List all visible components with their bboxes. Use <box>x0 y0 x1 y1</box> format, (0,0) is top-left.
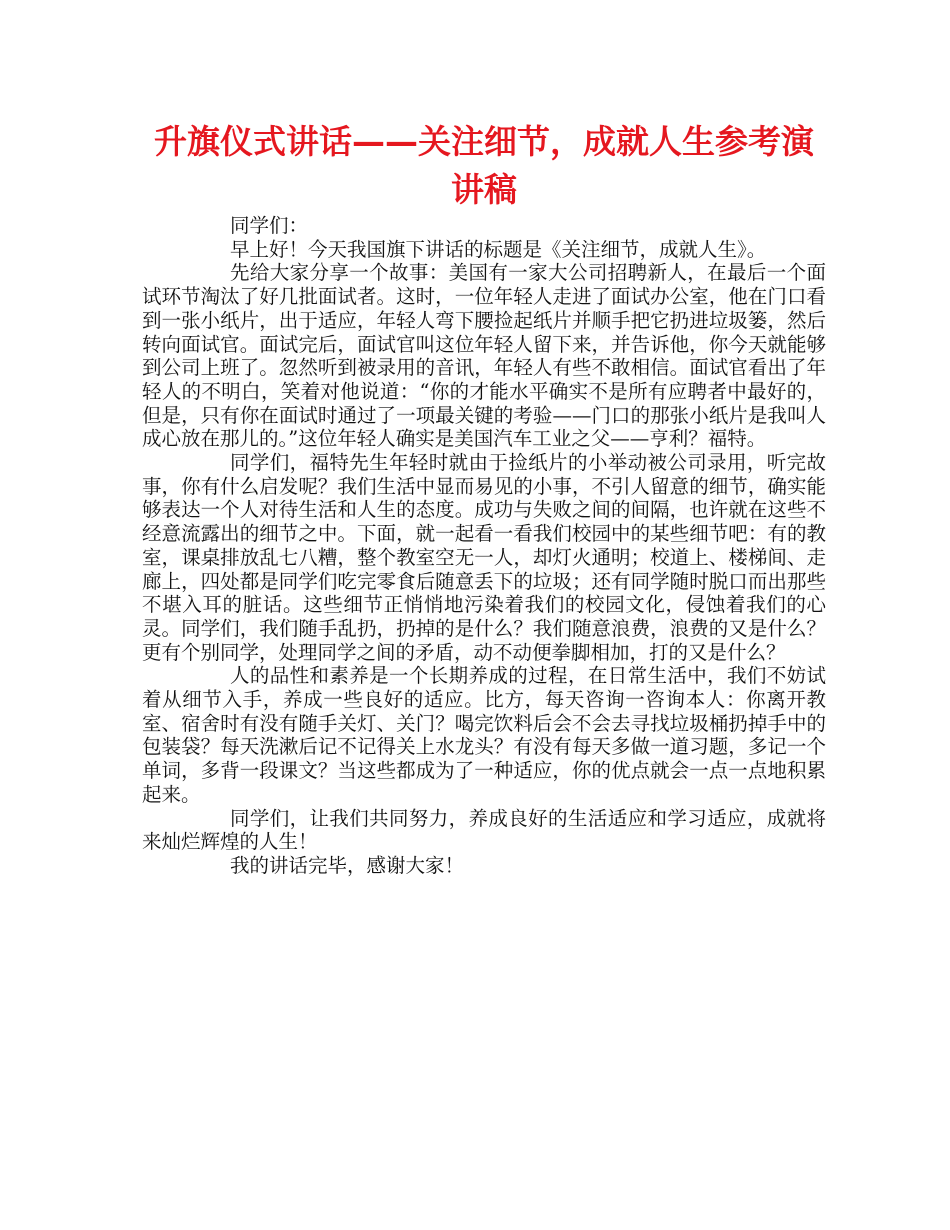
paragraph-closing: 我的讲话完毕，感谢大家！ <box>230 853 465 877</box>
paragraph-intro: 早上好！今天我国旗下讲话的标题是《关注细节，成就人生》。 <box>230 237 767 261</box>
document-body <box>142 214 826 878</box>
document-page <box>142 118 826 878</box>
paragraph-habits: 人的品性和素养是一个长期养成的过程，在日常生活中，我们不妨试着从细节入手，养成一些良好的适应。比方，每天咨询一咨询本人：你离开教室、宿舍时有没有随手关灯、关门？喝完饮料后会不会去寻找垃圾桶扔掉手中的包装袋？每天洗漱后记不记得关上水龙头？有没有每天多做一道习题，多记一个单词，多背一段课文？当这些都成为了一种适应，你的优点就会一点一点地积累起来。 <box>142 664 826 806</box>
paragraph-call-to-action: 同学们，让我们共同努力，养成良好的生活适应和学习适应，成就将来灿烂辉煌的人生！ <box>142 806 826 854</box>
paragraph-greeting: 同学们： <box>230 214 309 237</box>
paragraph-story: 先给大家分享一个故事：美国有一家大公司招聘新人，在最后一个面试环节淘汰了好几批面试者。这时，一位年轻人走进了面试办公室，他在门口看到一张小纸片，出于适应，年轻人弯下腰捡起纸片并顺手把它扔进垃圾篓，然后转向面试官。面试完后，面试官叫这位年轻人留下来，并告诉他，你今天就能够到公司上班了。忽然听到被录用的音讯，年轻人有些不敢相信。面试官看出了年轻人的不明白，笑着对他说道：“你的才能水平确实不是所有应聘者中最好的，但是，只有你在面试时通过了一项最关键的考验——门口的那张小纸片是我叫人成心放在那儿的。”这位年轻人确实是美国汽车工业之父——亨利？福特。 <box>142 261 826 451</box>
document-title: 升旗仪式讲话——关注细节，成就人生参考演讲稿 <box>154 122 814 209</box>
paragraph-reflection: 同学们，福特先生年轻时就由于捡纸片的小举动被公司录用，听完故事，你有什么启发呢？我们生活中显而易见的小事，不引人留意的细节，确实能够表达一个人对待生活和人生的态度。成功与失败之间的间隔，也许就在这些不经意流露出的细节之中。下面，就一起看一看我们校园中的某些细节吧：有的教室，课桌排放乱七八糟，整个教室空无一人，却灯火通明；校道上、楼梯间、走廊上，四处都是同学们吃完零食后随意丢下的垃圾；还有同学随时脱口而出那些不堪入耳的脏话。这些细节正悄悄地污染着我们的校园文化，侵蚀着我们的心灵。同学们，我们随手乱扔，扔掉的是什么？我们随意浪费，浪费的又是什么？更有个别同学，处理同学之间的矛盾，动不动便拳脚相加，打的又是什么？ <box>142 451 826 664</box>
